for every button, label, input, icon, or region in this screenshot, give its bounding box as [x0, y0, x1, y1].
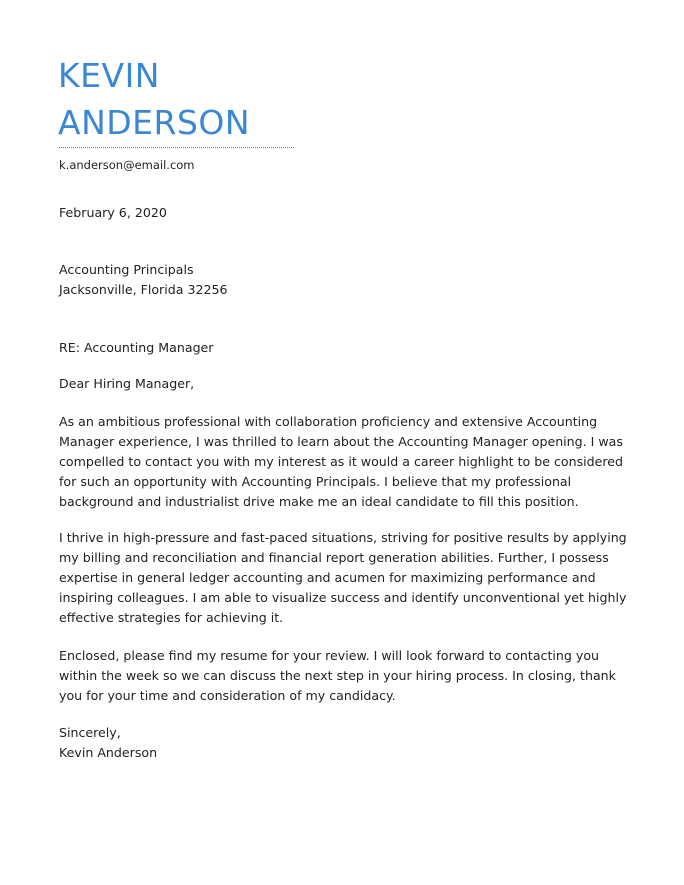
text-line: within the week so we can discuss the next step in your hiring process. In closing, thank	[59, 668, 616, 683]
first-name: KEVIN	[58, 56, 160, 95]
salutation: Dear Hiring Manager,	[59, 376, 195, 391]
text-line: effective strategies for achieving it.	[59, 610, 284, 625]
text-line: Manager experience, I was thrilled to learn about the Accounting Manager opening. I was	[59, 434, 623, 449]
closing: Sincerely,	[59, 725, 121, 740]
text-line: As an ambitious professional with collaboration proficiency and extensive Accounting	[59, 414, 598, 429]
text-line: Enclosed, please find my resume for your review. I will look forward to contacting you	[59, 648, 600, 663]
closing-block	[59, 723, 157, 763]
paragraph-1	[59, 412, 623, 512]
text-line: you for your time and consideration of my candidacy.	[59, 688, 396, 703]
text-line: compelled to contact you with my interest as it would a career highlight to be considered	[59, 454, 624, 469]
last-name: ANDERSON	[58, 103, 251, 142]
text-line: I thrive in high-pressure and fast-paced situations, striving for positive results by applying	[59, 530, 627, 545]
text-line: background and industrialist drive make me an ideal candidate to fill this position.	[59, 494, 579, 509]
recipient-address: Jacksonville, Florida 32256	[59, 282, 228, 297]
email: k.anderson@email.com	[59, 158, 195, 172]
applicant-name	[58, 52, 250, 146]
paragraph-3	[59, 646, 616, 706]
date: February 6, 2020	[59, 205, 167, 220]
signature: Kevin Anderson	[59, 745, 158, 760]
recipient-company: Accounting Principals	[59, 262, 194, 277]
recipient-block	[59, 260, 228, 300]
text-line: inspiring colleagues. I am able to visualize success and identify unconventional yet highly	[59, 590, 627, 605]
text-line: my billing and reconciliation and financial report generation abilities. Further, I possess	[59, 550, 609, 565]
text-line: for such an opportunity with Accounting Principals. I believe that my professional	[59, 474, 572, 489]
text-line: expertise in general ledger accounting and acumen for maximizing performance and	[59, 570, 596, 585]
subject-line: RE: Accounting Manager	[59, 340, 214, 355]
header-divider	[59, 147, 294, 148]
paragraph-2	[59, 528, 627, 628]
